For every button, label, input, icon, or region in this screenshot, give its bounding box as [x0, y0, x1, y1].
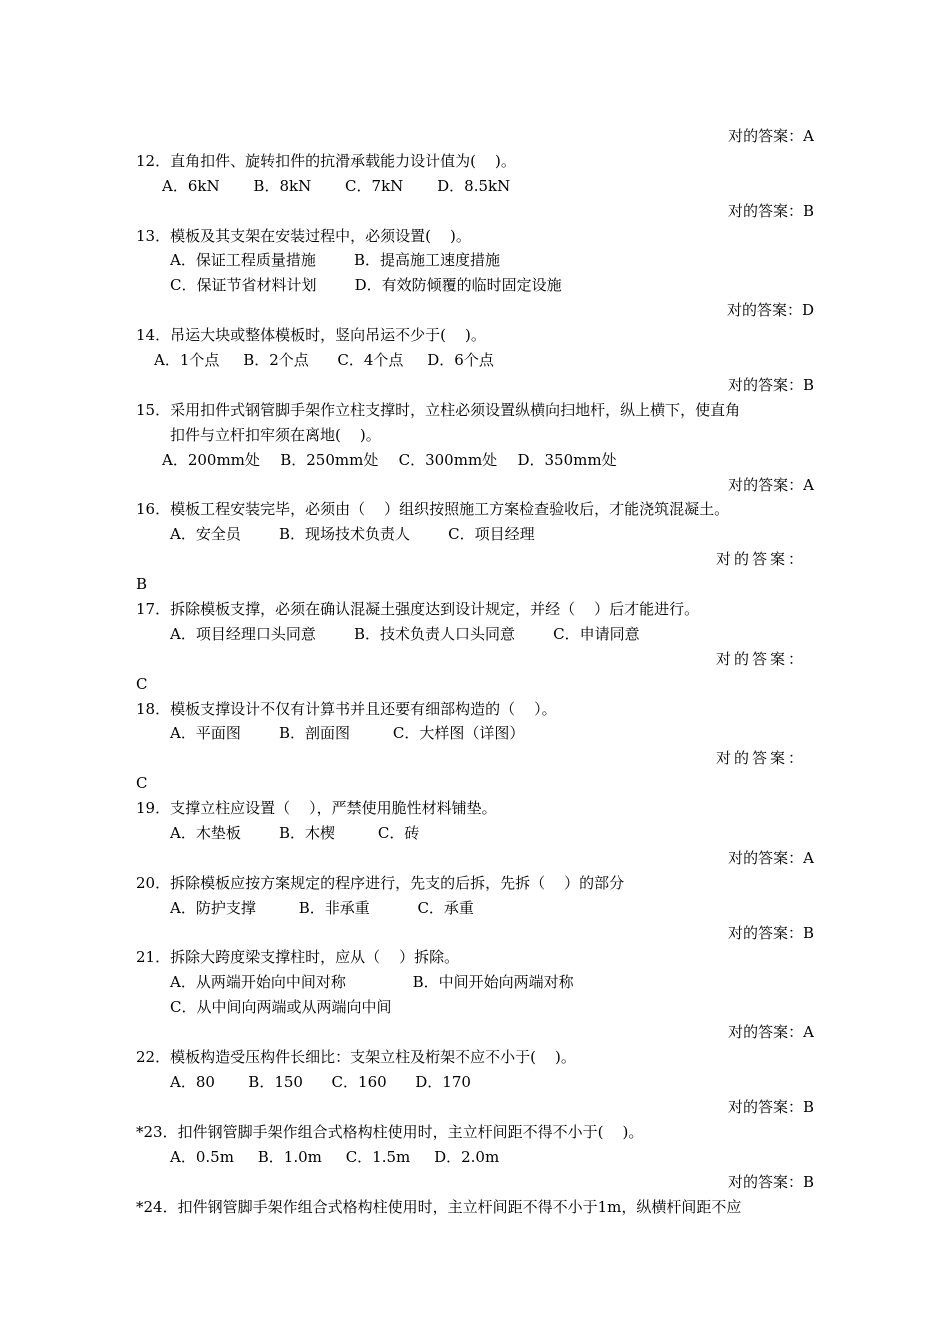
question-text: 16．模板工程安装完毕，必须由（ ）组织按照施工方案检查验收后，才能浇筑混凝土。: [136, 500, 730, 518]
options-line: A．防护支撑 B．非承重 C．承重: [170, 899, 474, 917]
question-text: 扣件与立杆扣牢须在离地( )。: [170, 426, 381, 444]
question-text: 20．拆除模板应按方案规定的程序进行，先支的后拆，先拆（ ）的部分: [136, 874, 625, 892]
options-line: A．安全员 B．现场技术负责人 C．项目经理: [170, 525, 535, 543]
question-text: 14．吊运大块或整体模板时，竖向吊运不少于( )。: [136, 326, 486, 344]
options-line: A．80 B．150 C．160 D．170: [170, 1073, 471, 1091]
question-text: 21．拆除大跨度梁支撑柱时，应从（ ）拆除。: [136, 948, 460, 966]
options-line: C．保证节省材料计划 D．有效防倾覆的临时固定设施: [170, 276, 562, 294]
question-text: 12．直角扣件、旋转扣件的抗滑承载能力设计值为( )。: [136, 152, 516, 170]
question-text: 18．模板支撑设计不仅有计算书并且还要有细部构造的（ ）。: [136, 700, 557, 718]
options-line: A．从两端开始向中间对称 B．中间开始向两端对称: [170, 973, 574, 991]
options-line: A．200mm处 B．250mm处 C．300mm处 D．350mm处: [162, 451, 617, 469]
answer-line: 对的答案：A: [728, 849, 814, 867]
question-text: 13．模板及其支架在安装过程中，必须设置( )。: [136, 227, 471, 245]
options-line: A．项目经理口头同意 B．技术负责人口头同意 C．申请同意: [170, 625, 640, 643]
question-text: 19．支撑立柱应设置（ ），严禁使用脆性材料铺垫。: [136, 799, 497, 817]
options-line: A．木垫板 B．木楔 C．砖: [170, 824, 420, 842]
answer-line: 对的答案：B: [727, 924, 814, 942]
answer-line: 对的答案：A: [728, 476, 814, 494]
answer-line: 对的答案：: [715, 650, 806, 668]
options-line: A．0.5m B．1.0m C．1.5m D．2.0m: [170, 1148, 500, 1166]
answer-line: 对的答案：B: [727, 1098, 814, 1116]
answer-line: 对的答案：B: [727, 202, 814, 220]
options-line: A．保证工程质量措施 B．提高施工速度措施: [170, 251, 501, 269]
answer-line: 对的答案：B: [727, 376, 814, 394]
question-text: *24．扣件钢管脚手架作组合式格构柱使用时，主立杆间距不得不小于1m，纵横杆间距不应: [136, 1198, 742, 1216]
answer-letter: C: [136, 774, 148, 792]
options-line: A．1个点 B．2个点 C．4个点 D．6个点: [154, 351, 494, 369]
answer-letter: C: [136, 675, 148, 693]
answer-line: 对的答案：A: [728, 127, 814, 145]
question-text: 17．拆除模板支撑，必须在确认混凝土强度达到设计规定，并经（ ）后才能进行。: [136, 600, 700, 618]
question-text: 22．模板构造受压构件长细比：支架立柱及桁架不应不小于( )。: [136, 1048, 576, 1066]
question-text: *23．扣件钢管脚手架作组合式格构柱使用时，主立杆间距不得不小于( )。: [136, 1123, 644, 1141]
answer-line: 对的答案：: [715, 550, 806, 568]
answer-line: 对的答案：D: [726, 301, 814, 319]
answer-line: 对的答案：B: [727, 1173, 814, 1191]
options-line: A．6kN B．8kN C．7kN D．8.5kN: [162, 177, 511, 195]
answer-line: 对的答案：: [715, 749, 806, 767]
options-line: C．从中间向两端或从两端向中间: [170, 998, 392, 1016]
question-text: 15．采用扣件式钢管脚手架作立柱支撑时，立柱必须设置纵横向扫地杆，纵上横下，使直角: [136, 401, 741, 419]
answer-letter: B: [136, 575, 148, 593]
answer-line: 对的答案：A: [728, 1023, 814, 1041]
options-line: A．平面图 B．剖面图 C．大样图（详图）: [170, 724, 525, 742]
